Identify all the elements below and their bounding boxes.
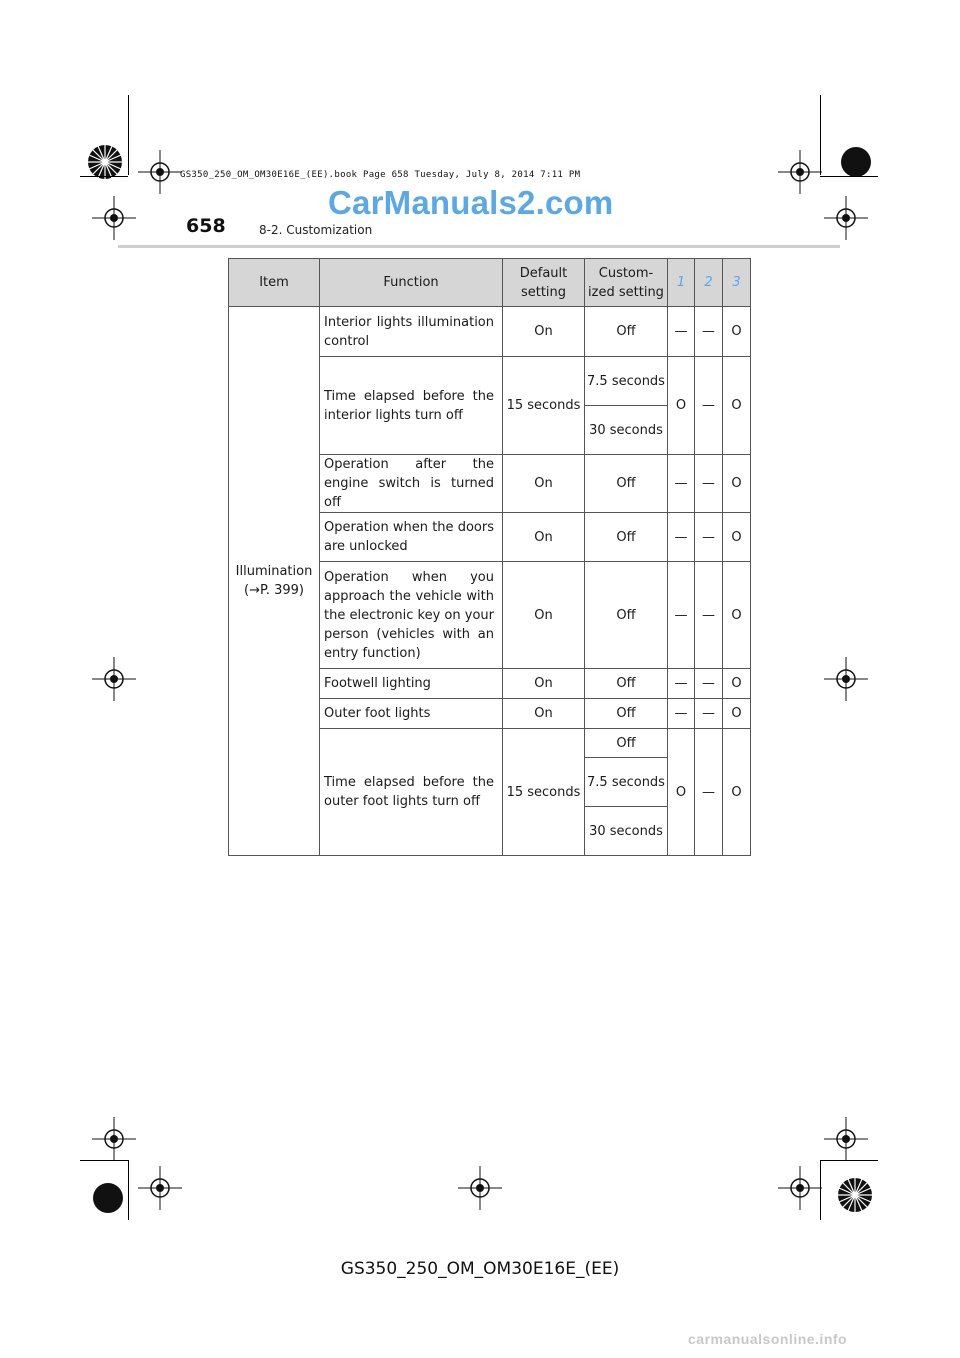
col3-cell: O: [723, 669, 751, 699]
col2-cell: —: [695, 729, 723, 856]
header-col-3: 3: [723, 259, 751, 307]
crosshair-mark: [138, 150, 182, 194]
trim-line: [820, 176, 878, 177]
header-col-1: 1: [668, 259, 695, 307]
crosshair-mark: [458, 1166, 502, 1210]
crosshair-mark: [138, 1166, 182, 1210]
col2-cell: —: [695, 513, 723, 562]
col1-cell: —: [668, 455, 695, 513]
trim-line: [128, 1160, 129, 1220]
col3-cell: O: [723, 455, 751, 513]
custom-cell: Off: [585, 562, 668, 669]
crosshair-mark: [778, 1166, 822, 1210]
custom-option-cell: 30 seconds: [585, 807, 668, 856]
registration-mark-bottom-left: [88, 1178, 128, 1218]
default-cell: 15 seconds: [503, 357, 585, 455]
function-cell: Footwell lighting: [320, 669, 503, 699]
col3-cell: O: [723, 699, 751, 729]
default-cell: 15 seconds: [503, 729, 585, 856]
col1-cell: —: [668, 562, 695, 669]
col2-cell: —: [695, 699, 723, 729]
trim-line: [820, 1160, 821, 1220]
col1-cell: O: [668, 729, 695, 856]
custom-option-cell: 7.5 seconds: [585, 357, 668, 406]
crosshair-mark: [824, 196, 868, 240]
watermark: CarManuals2.com: [328, 184, 614, 221]
col1-cell: —: [668, 669, 695, 699]
col2-cell: —: [695, 357, 723, 455]
header-default-setting: Default setting: [503, 259, 585, 307]
crosshair-mark: [92, 657, 136, 701]
col3-cell: O: [723, 562, 751, 669]
custom-cell: Off: [585, 307, 668, 357]
header-item: Item: [229, 259, 320, 307]
function-cell: Outer foot lights: [320, 699, 503, 729]
trim-line: [820, 1160, 878, 1161]
col2-cell: —: [695, 307, 723, 357]
default-cell: On: [503, 562, 585, 669]
crosshair-mark: [824, 657, 868, 701]
default-cell: On: [503, 513, 585, 562]
footer-url: carmanualsonline.info: [688, 1331, 848, 1347]
col3-cell: O: [723, 307, 751, 357]
custom-option-cell: 7.5 seconds: [585, 758, 668, 807]
function-cell: Operation after the engine switch is turned off: [320, 455, 503, 513]
custom-option-cell: 30 seconds: [585, 406, 668, 455]
col3-cell: O: [723, 357, 751, 455]
col2-cell: —: [695, 562, 723, 669]
crosshair-mark: [824, 1117, 868, 1161]
custom-cell: Off: [585, 455, 668, 513]
header-rule: [118, 245, 840, 248]
default-cell: On: [503, 455, 585, 513]
col1-cell: —: [668, 307, 695, 357]
col1-cell: —: [668, 699, 695, 729]
default-cell: On: [503, 699, 585, 729]
trim-line: [80, 176, 128, 177]
table-row: [229, 307, 751, 357]
col1-cell: —: [668, 513, 695, 562]
print-info: GS350_250_OM_OM30E16E_(EE).book Page 658 Tuesday, July 8, 2014 7:11 PM: [180, 170, 581, 180]
function-cell: Operation when you approach the vehicle with the electronic key on your person (vehicles with an entry function): [320, 562, 503, 669]
crosshair-mark: [92, 196, 136, 240]
trim-line: [80, 1160, 128, 1161]
col3-cell: O: [723, 729, 751, 856]
col1-cell: O: [668, 357, 695, 455]
col2-cell: —: [695, 669, 723, 699]
col3-cell: O: [723, 513, 751, 562]
section-title: 8-2. Customization: [259, 223, 373, 237]
function-cell: Time elapsed before the interior lights turn off: [320, 357, 503, 455]
trim-line: [128, 95, 129, 175]
default-cell: On: [503, 307, 585, 357]
registration-mark-bottom-right: [830, 1170, 880, 1220]
function-cell: Operation when the doors are unlocked: [320, 513, 503, 562]
header-customized-setting: Custom-ized setting: [585, 259, 668, 307]
page-number: 658: [186, 215, 226, 237]
crosshair-mark: [92, 1117, 136, 1161]
col2-cell: —: [695, 455, 723, 513]
model-code: GS350_250_OM_OM30E16E_(EE): [340, 1259, 620, 1279]
custom-cell: Off: [585, 699, 668, 729]
custom-option-cell: Off: [585, 729, 668, 758]
default-cell: On: [503, 669, 585, 699]
header-function: Function: [320, 259, 503, 307]
custom-cell: Off: [585, 513, 668, 562]
crosshair-mark: [778, 150, 822, 194]
item-cell: Illumination (→P. 399): [229, 307, 320, 856]
custom-cell: Off: [585, 669, 668, 699]
function-cell: Interior lights illumination control: [320, 307, 503, 357]
trim-line: [820, 95, 821, 175]
table-header-row: [229, 259, 751, 307]
function-cell: Time elapsed before the outer foot lights turn off: [320, 729, 503, 856]
customization-table: [228, 258, 751, 856]
header-col-2: 2: [695, 259, 723, 307]
